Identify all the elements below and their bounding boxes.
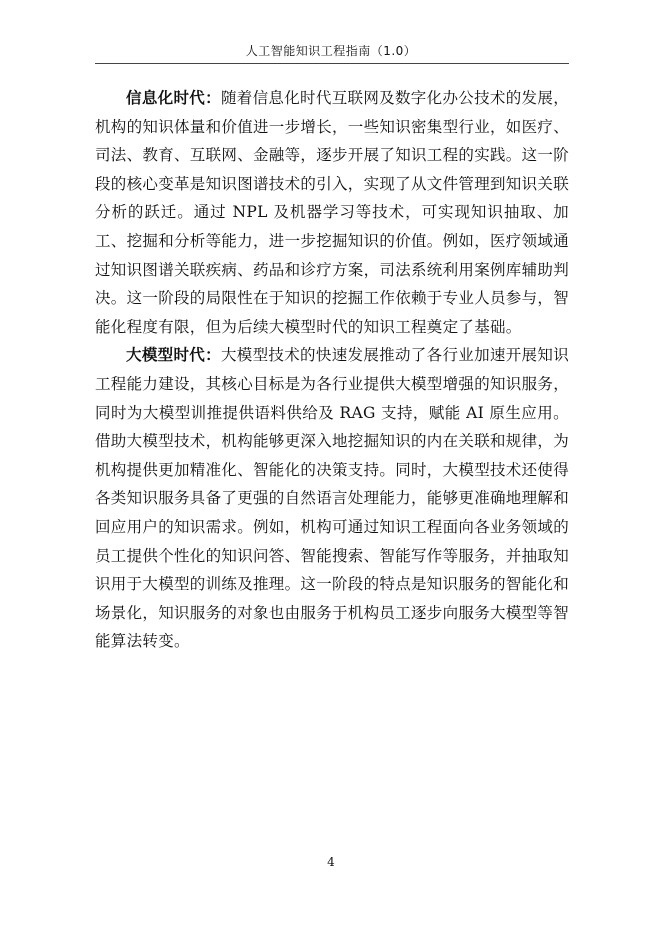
header-divider [95, 63, 569, 64]
page-number: 4 [327, 855, 335, 869]
paragraph-informatization-era [95, 84, 569, 341]
paragraph-text: 随着信息化时代互联网及数字化办公技术的发展，机构的知识体量和价值进一步增长，一些知识密集型行业，如医疗、司法、教育、互联网、金融等，逐步开展了知识工程的实践。这一阶段的核心变革是知识图谱技术的引入，实现了从文件管理到知识关联分析的跃迁。通过 NPL 及机器学习等技术，可实现知识抽取、加工、挖掘和分析等能力，进一步挖掘知识的价值。例如，医疗领域通过知识图谱关联疾病、药品和诊疗方案，司法系统利用案例库辅助判决。这一阶段的局限性在于知识的挖掘工作依赖于专业人员参与，智能化程度有限，但为后续大模型时代的知识工程奠定了基础。 [95, 89, 570, 336]
paragraph-text: 大模型技术的快速发展推动了各行业加速开展知识工程能力建设，其核心目标是为各行业提供大模型增强的知识服务，同时为大模型训推提供语料供给及 RAG 支持，赋能 AI 原生应用。借助大模型技术，机构能够更深入地挖掘知识的内在关联和规律，为机构提供更加精准化、智能化的决策支持。同时，大模型技术还使得各类知识服务具备了更强的自然语言处理能力，能够更准确地理解和回应用户的知识需求。例如，机构可通过知识工程面向各业务领域的员工提供个性化的知识问答、智能搜索、智能写作等服务，并抽取知识用于大模型的训练及推理。这一阶段的特点是知识服务的智能化和场景化，知识服务的对象也由服务于机构员工逐步向服务大模型等智能算法转变。 [95, 346, 570, 651]
page-header: 人工智能知识工程指南（1.0） [245, 44, 417, 58]
paragraph-lead: 大模型时代： [126, 346, 221, 365]
paragraph-lead: 信息化时代： [126, 89, 221, 107]
document-body [95, 84, 569, 656]
paragraph-large-model-era [95, 341, 569, 656]
